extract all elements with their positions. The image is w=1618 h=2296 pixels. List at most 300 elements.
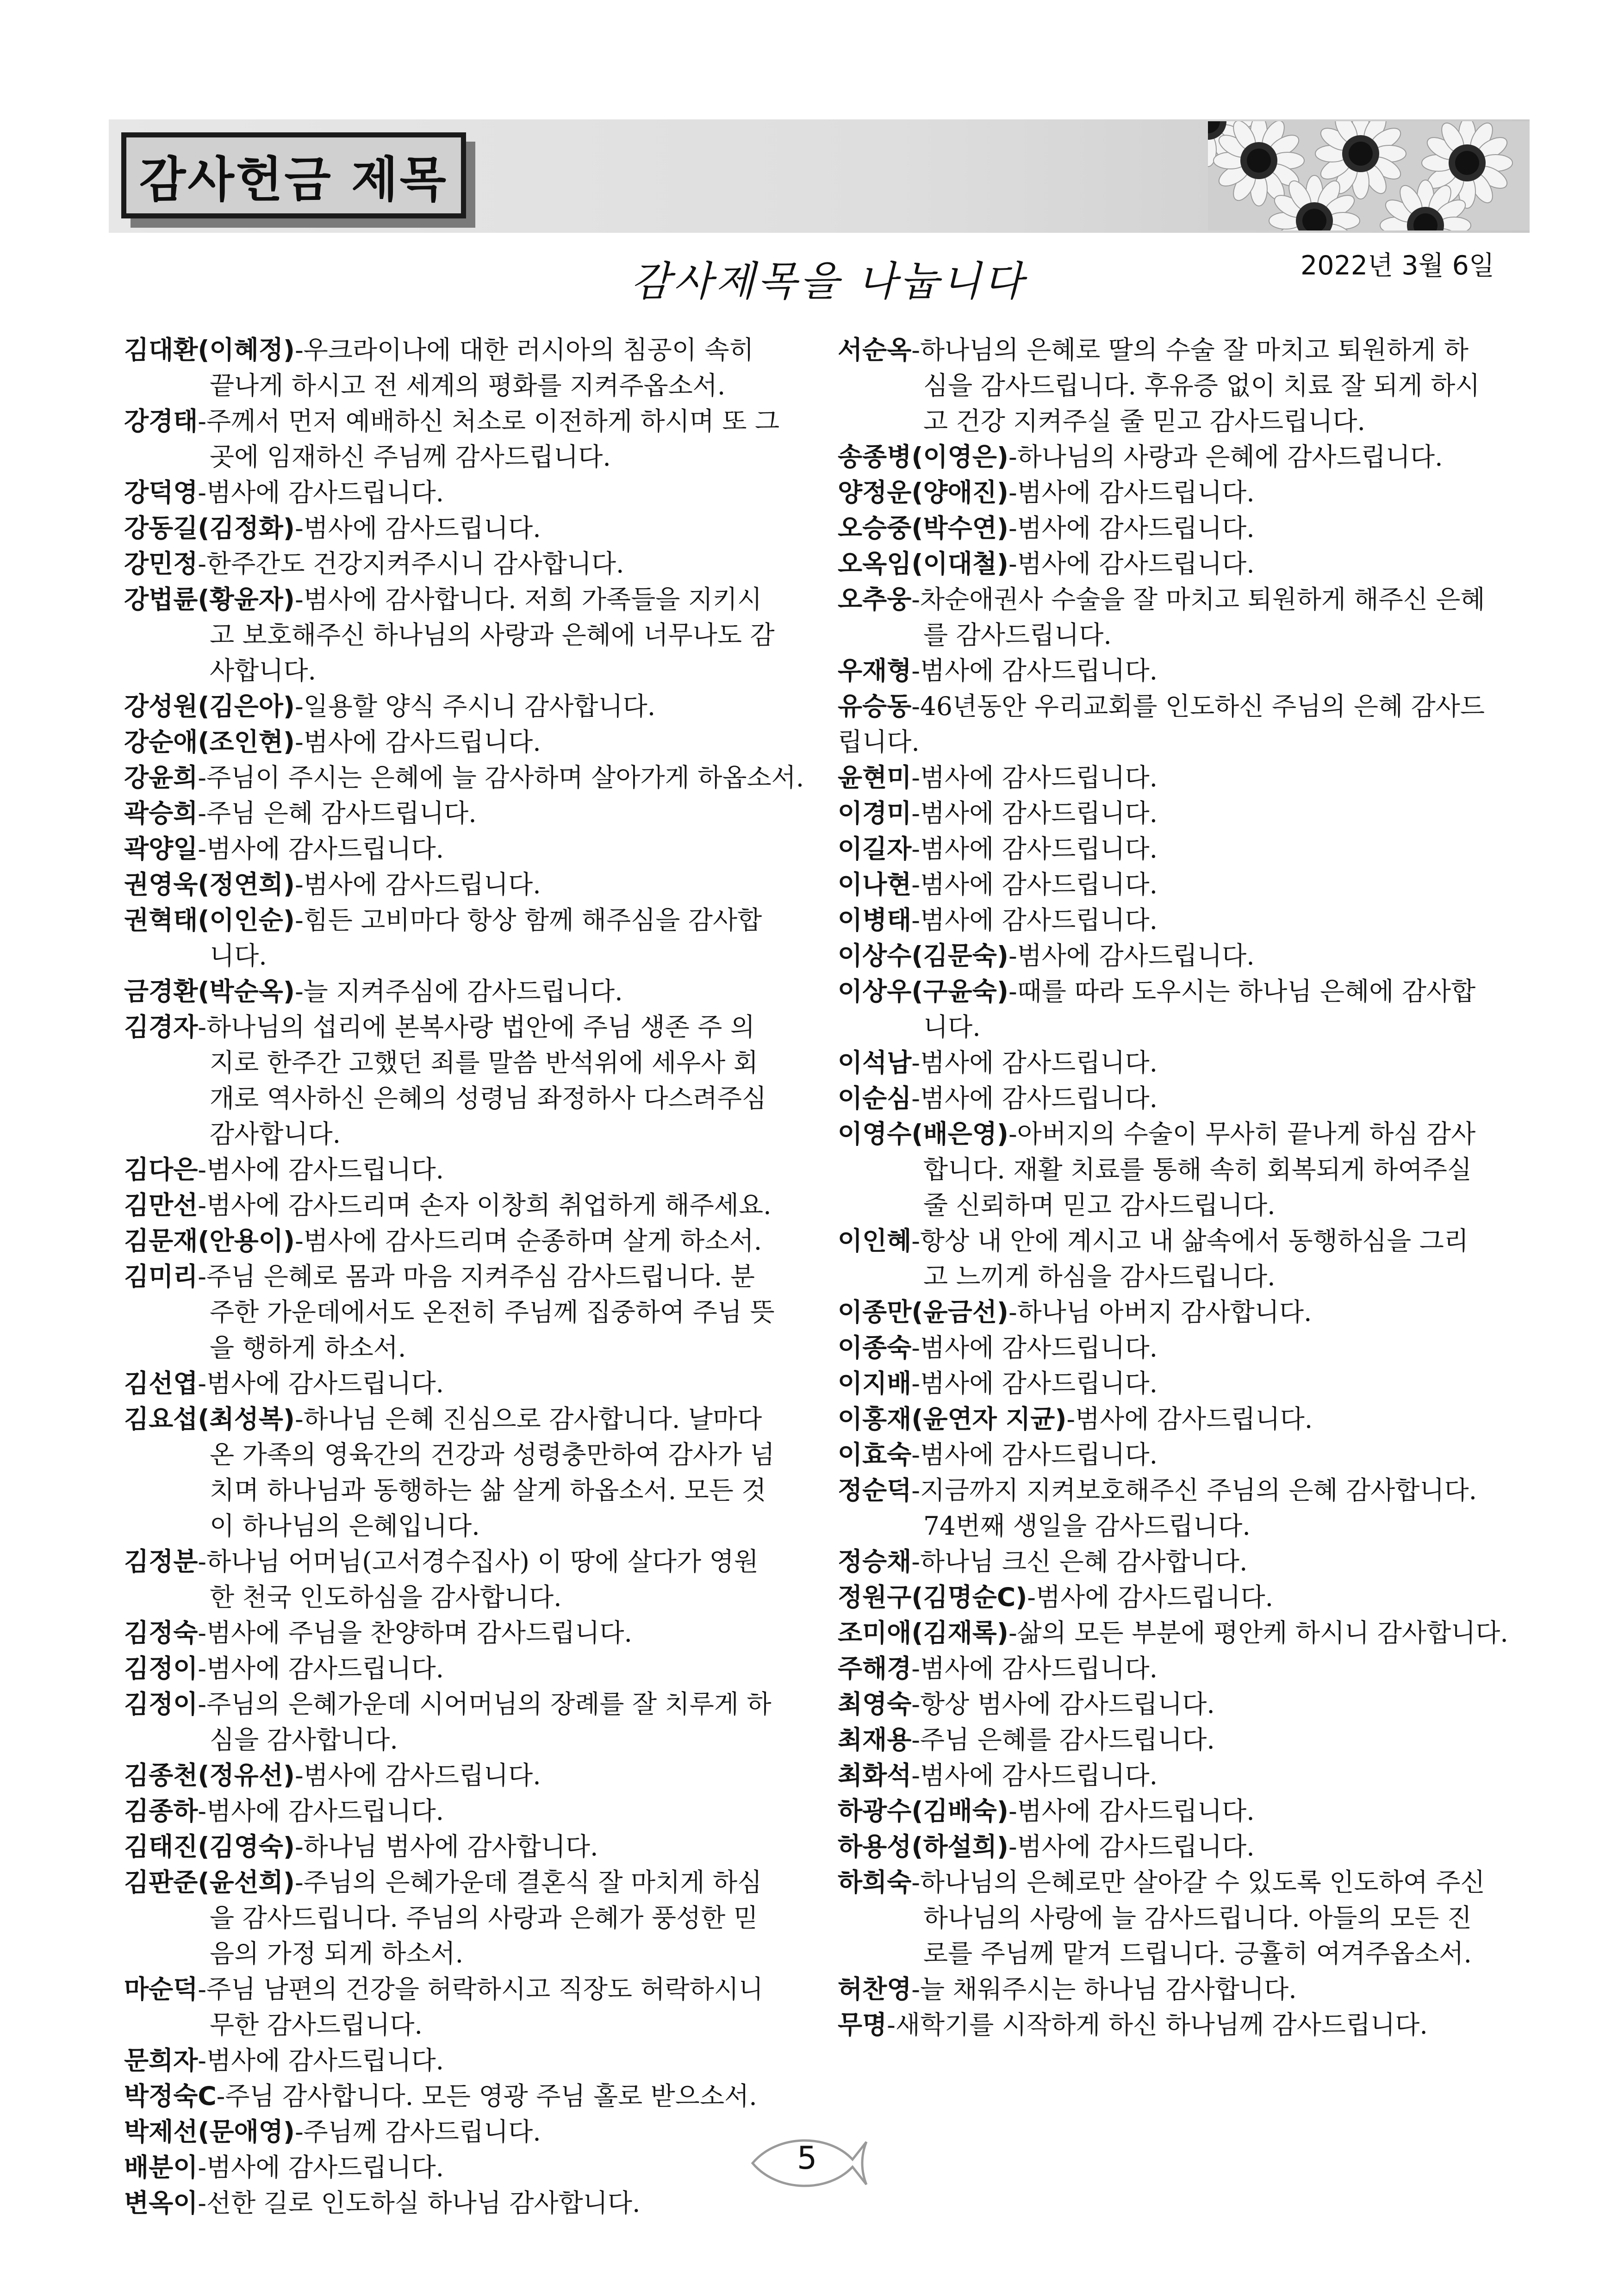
thanks-message: -우크라이나에 대한 러시아의 침공이 속히 — [295, 335, 754, 365]
thanks-message: -범사에 감사드립니다. — [1008, 941, 1255, 971]
entry-continuation-line — [838, 1188, 1513, 1223]
list-item — [838, 1081, 1513, 1116]
list-item — [124, 1544, 804, 1615]
entry-continuation-line — [124, 1936, 804, 1972]
thanks-message: -늘 지켜주심에 감사드립니다. — [295, 977, 623, 1006]
thanks-message: 을 감사드립니다. 주님의 사랑과 은혜가 풍성한 믿 — [210, 1903, 758, 1933]
entry-first-line — [124, 902, 804, 938]
list-item — [838, 439, 1513, 475]
list-item — [838, 1758, 1513, 1793]
list-item — [838, 475, 1513, 510]
donor-name: 이영수(배은영) — [838, 1119, 1009, 1149]
thanks-message: -지금까지 지켜보호해주신 주님의 은혜 감사합니다. — [911, 1475, 1477, 1505]
donor-name: 오승중(박수연) — [838, 513, 1009, 543]
donor-name: 강성원(김은아) — [124, 691, 295, 721]
thanks-message: -범사에 감사합니다. 저희 가족들을 지키시 — [295, 585, 762, 614]
donor-name: 무명 — [838, 2010, 887, 2040]
donor-name: 최재용 — [838, 1725, 912, 1755]
thanks-message: 하나님의 사랑에 늘 감사드립니다. 아들의 모든 진 — [923, 1903, 1472, 1933]
list-item — [124, 1651, 804, 1686]
list-item — [124, 582, 804, 689]
title-box — [121, 132, 466, 218]
entry-first-line — [124, 510, 804, 546]
donor-name: 김정숙 — [124, 1618, 198, 1648]
entry-first-line — [124, 1009, 804, 1045]
donor-name: 하희숙 — [838, 1867, 912, 1897]
entry-first-line — [838, 1544, 1513, 1580]
list-item — [124, 1223, 804, 1259]
thanks-message: 로를 주님께 맡겨 드립니다. 긍휼히 여겨주옵소서. — [923, 1939, 1472, 1968]
thanks-message: -범사에 감사드립니다. — [1008, 549, 1255, 579]
thanks-message: -범사에 감사드립니다. — [911, 1761, 1158, 1790]
donor-name: 주해경 — [838, 1654, 912, 1683]
entry-continuation-line — [124, 1508, 804, 1544]
donor-name: 김태진(김영숙) — [124, 1832, 295, 1861]
thanks-message: -범사에 감사드립니다. — [1066, 1404, 1313, 1434]
entry-continuation-line — [124, 653, 804, 689]
thanks-message: -주님 감사합니다. 모든 영광 주님 홀로 받으소서. — [216, 2081, 757, 2111]
entry-first-line — [838, 902, 1513, 938]
list-item — [124, 510, 804, 546]
donor-name: 양정운(양애진) — [838, 478, 1009, 507]
entry-first-line — [838, 1793, 1513, 1829]
donor-name: 최화석 — [838, 1761, 912, 1790]
thanks-message: -46년동안 우리교회를 인도하신 주님의 은혜 감사드 — [911, 691, 1485, 721]
list-item — [124, 332, 804, 404]
entry-continuation-line — [124, 1722, 804, 1758]
thanks-message: 주한 가운데에서도 온전히 주님께 집중하여 주님 뜻 — [210, 1297, 775, 1327]
thanks-message: -주님의 은혜가운데 시어머님의 장례를 잘 치루게 하 — [198, 1689, 772, 1719]
thanks-message: -범사에 감사드립니다. — [295, 1761, 541, 1790]
thanks-message: -힘든 고비마다 항상 함께 해주심을 감사합 — [295, 905, 762, 935]
entry-continuation-line — [838, 1009, 1513, 1045]
entry-first-line — [124, 1758, 804, 1793]
thanks-message: -차순애권사 수술을 잘 마치고 퇴원하게 해주신 은혜 — [911, 585, 1485, 614]
entry-first-line — [124, 867, 804, 902]
thanks-message: -범사에 감사드립니다. — [295, 870, 541, 899]
thanks-message: -주님 남편의 건강을 허락하시고 직장도 허락하시니 — [198, 1974, 764, 2004]
donor-name: 이지배 — [838, 1369, 912, 1398]
donor-name: 이인혜 — [838, 1226, 912, 1256]
thanks-message: 니다. — [210, 941, 267, 971]
entry-first-line — [124, 760, 804, 796]
donor-name: 강순애(조인현) — [124, 727, 295, 757]
donor-name: 이홍재(윤연자 지균) — [838, 1404, 1067, 1434]
thanks-message: -아버지의 수술이 무사히 끝나게 하심 감사 — [1008, 1119, 1476, 1149]
thanks-message: -범사에 감사드립니다. — [198, 1654, 444, 1683]
thanks-message: -주님 은혜를 감사드립니다. — [911, 1725, 1215, 1755]
thanks-message: -범사에 감사드립니다. — [911, 1654, 1158, 1683]
thanks-message: 고 건강 지켜주실 줄 믿고 감사드립니다. — [923, 406, 1365, 436]
entry-first-line — [124, 1686, 804, 1722]
entry-continuation-line — [838, 1900, 1513, 1936]
list-item — [124, 1188, 804, 1223]
list-item — [838, 1437, 1513, 1473]
thanks-message: 무한 감사드립니다. — [210, 2010, 423, 2040]
thanks-message: -범사에 주님을 찬양하며 감사드립니다. — [198, 1618, 632, 1648]
entry-first-line — [838, 439, 1513, 475]
entry-first-line — [124, 2114, 804, 2150]
entry-continuation-line — [124, 1081, 804, 1116]
thanks-message: -범사에 감사드립니다. — [911, 905, 1158, 935]
donor-name: 이석남 — [838, 1048, 912, 1077]
entry-first-line — [124, 689, 804, 724]
thanks-message: -범사에 감사드립니다. — [1027, 1582, 1274, 1612]
entry-first-line — [124, 1366, 804, 1401]
thanks-message: 립니다. — [838, 727, 920, 757]
entry-first-line — [838, 760, 1513, 796]
thanks-message: -주께서 먼저 예배하신 처소로 이전하게 하시며 또 그 — [198, 406, 780, 436]
thanks-message: 한 천국 인도하심을 감사합니다. — [210, 1582, 562, 1612]
list-item — [124, 831, 804, 867]
entry-continuation-line — [124, 1294, 804, 1330]
entry-first-line — [124, 724, 804, 760]
entry-first-line — [124, 332, 804, 368]
donor-name: 강민정 — [124, 549, 198, 579]
donor-name: 변옥이 — [124, 2188, 198, 2218]
donor-name: 김판준(윤선희) — [124, 1867, 295, 1897]
entry-first-line — [838, 1580, 1513, 1615]
thanks-message: 니다. — [923, 1012, 981, 1042]
thanks-message: -범사에 감사드립니다. — [1008, 1796, 1255, 1826]
entry-first-line — [838, 1686, 1513, 1722]
entry-continuation-line — [838, 368, 1513, 404]
entry-first-line — [124, 974, 804, 1009]
thanks-message: -주님이 주시는 은혜에 늘 감사하며 살아가게 하옵소서. — [198, 763, 804, 792]
donor-name: 최영숙 — [838, 1689, 912, 1719]
list-item — [124, 1615, 804, 1651]
donor-name: 우재형 — [838, 656, 912, 685]
thanks-message: 끝나게 하시고 전 세계의 평화를 지켜주옵소서. — [210, 371, 726, 400]
entry-first-line — [124, 1615, 804, 1651]
entry-first-line — [838, 475, 1513, 510]
thanks-message: -때를 따라 도우시는 하나님 은혜에 감사합 — [1008, 977, 1476, 1006]
thanks-message: -선한 길로 인도하실 하나님 감사합니다. — [198, 2188, 641, 2218]
page-title: 감사헌금 제목 — [139, 151, 448, 208]
donor-name: 김다은 — [124, 1155, 198, 1184]
donor-name: 김정이 — [124, 1689, 198, 1719]
list-item — [838, 796, 1513, 831]
entry-continuation-line — [838, 724, 1513, 760]
list-item — [124, 2185, 804, 2221]
list-item — [124, 1259, 804, 1366]
entry-first-line — [124, 1651, 804, 1686]
donor-name: 이경미 — [838, 798, 912, 828]
list-item — [838, 1330, 1513, 1366]
right-column — [838, 332, 1513, 2043]
entry-first-line — [838, 1116, 1513, 1152]
thanks-message: -범사에 감사드립니다. — [198, 478, 444, 507]
entry-first-line — [838, 1294, 1513, 1330]
entry-continuation-line — [124, 617, 804, 653]
list-item — [838, 1223, 1513, 1294]
donor-name: 박정숙C — [124, 2081, 217, 2111]
list-item — [838, 510, 1513, 546]
subtitle: 감사제목을 나눕니다 — [631, 257, 1026, 305]
entry-first-line — [838, 1972, 1513, 2007]
entry-first-line — [124, 1223, 804, 1259]
entry-first-line — [124, 1793, 804, 1829]
thanks-message: -범사에 감사드립니다. — [198, 1155, 444, 1184]
entry-first-line — [124, 1152, 804, 1188]
list-item — [124, 2078, 804, 2114]
entry-first-line — [838, 332, 1513, 368]
list-item — [838, 1829, 1513, 1865]
list-item — [124, 689, 804, 724]
list-item — [838, 582, 1513, 653]
entry-continuation-line — [838, 1508, 1513, 1544]
list-item — [838, 1865, 1513, 1972]
entry-continuation-line — [124, 1473, 804, 1508]
entry-continuation-line — [124, 1330, 804, 1366]
entry-first-line — [124, 2078, 804, 2114]
list-item — [838, 2007, 1513, 2043]
entry-first-line — [838, 1223, 1513, 1259]
thanks-message: 음의 가정 되게 하소서. — [210, 1939, 464, 1968]
thanks-message: 74번째 생일을 감사드립니다. — [923, 1511, 1251, 1541]
entry-first-line — [124, 1544, 804, 1580]
thanks-message: 감사합니다. — [210, 1119, 341, 1149]
entry-continuation-line — [838, 617, 1513, 653]
list-item — [124, 1366, 804, 1401]
donor-name: 김문재(안용이) — [124, 1226, 295, 1256]
thanks-message: 을 행하게 하소서. — [210, 1333, 406, 1363]
thanks-message: -주님의 은혜가운데 결혼식 잘 마치게 하심 — [295, 1867, 762, 1897]
thanks-message: 지로 한주간 고했던 죄를 말씀 반석위에 세우사 회 — [210, 1048, 758, 1077]
entry-continuation-line — [838, 404, 1513, 439]
donor-name: 이나현 — [838, 870, 912, 899]
list-item — [838, 332, 1513, 439]
thanks-message: -범사에 감사드립니다. — [911, 656, 1158, 685]
list-item — [838, 831, 1513, 867]
donor-name: 오옥임(이대철) — [838, 549, 1009, 579]
thanks-message: 합니다. 재활 치료를 통해 속히 회복되게 하여주실 — [923, 1155, 1472, 1184]
thanks-message: -범사에 감사드립니다. — [1008, 1832, 1255, 1861]
thanks-message: -주님께 감사드립니다. — [295, 2117, 541, 2147]
entry-continuation-line — [838, 1259, 1513, 1294]
donor-name: 송종병(이영은) — [838, 442, 1009, 472]
thanks-message: -범사에 감사드립니다. — [911, 1083, 1158, 1113]
entry-first-line — [124, 796, 804, 831]
donor-name: 김종하 — [124, 1796, 198, 1826]
entry-first-line — [124, 2150, 804, 2185]
thanks-message: 곳에 임재하신 주님께 감사드립니다. — [210, 442, 611, 472]
donor-name: 김만선 — [124, 1190, 198, 1220]
thanks-message: -삶의 모든 부분에 평안케 하시니 감사합니다. — [1008, 1618, 1508, 1648]
list-item — [838, 1651, 1513, 1686]
thanks-message: -하나님의 은혜로 딸의 수술 잘 마치고 퇴원하게 하 — [911, 335, 1469, 365]
list-item — [838, 1580, 1513, 1615]
entry-first-line — [124, 582, 804, 617]
entry-first-line — [838, 1615, 1513, 1651]
list-item — [124, 1972, 804, 2043]
entry-first-line — [838, 689, 1513, 724]
entry-first-line — [124, 1829, 804, 1865]
donor-name: 강윤희 — [124, 763, 198, 792]
entry-first-line — [124, 1259, 804, 1294]
list-item — [838, 902, 1513, 938]
entry-continuation-line — [124, 1437, 804, 1473]
list-item — [124, 1793, 804, 1829]
list-item — [124, 796, 804, 831]
list-item — [124, 902, 804, 974]
thanks-message: -범사에 감사드립니다. — [911, 834, 1158, 864]
thanks-message: -하나님 범사에 감사합니다. — [295, 1832, 598, 1861]
list-item — [124, 1829, 804, 1865]
thanks-message: -주님 은혜로 몸과 마음 지켜주심 감사드립니다. 분 — [198, 1262, 755, 1291]
thanks-message: -범사에 감사드립니다. — [911, 870, 1158, 899]
date-label: 2022년 3월 6일 — [1301, 250, 1495, 281]
donor-name: 김종천(정유선) — [124, 1761, 295, 1790]
thanks-message: -하나님 어머님(고서경수집사) 이 땅에 살다가 영원 — [198, 1547, 759, 1576]
donor-name: 금경환(박순옥) — [124, 977, 295, 1006]
donor-name: 이효숙 — [838, 1440, 912, 1469]
list-item — [124, 867, 804, 902]
thanks-message: -하나님 크신 은혜 감사합니다. — [911, 1547, 1248, 1576]
entry-continuation-line — [124, 1580, 804, 1615]
list-item — [124, 2114, 804, 2150]
thanks-message: -범사에 감사드립니다. — [198, 2153, 444, 2182]
donor-name: 이상우(구윤숙) — [838, 977, 1009, 1006]
list-item — [124, 760, 804, 796]
list-item — [124, 2150, 804, 2185]
thanks-message: -하나님의 사랑과 은혜에 감사드립니다. — [1008, 442, 1443, 472]
list-item — [124, 724, 804, 760]
donor-name: 윤현미 — [838, 763, 912, 792]
entry-first-line — [838, 1366, 1513, 1401]
list-item — [838, 867, 1513, 902]
entry-first-line — [838, 582, 1513, 617]
entry-first-line — [124, 1865, 804, 1900]
donor-name: 이상수(김문숙) — [838, 941, 1009, 971]
donor-name: 정원구(김명순C) — [838, 1582, 1027, 1612]
list-item — [124, 404, 804, 475]
donor-name: 김요섭(최성복) — [124, 1404, 295, 1434]
list-item — [124, 1401, 804, 1544]
entry-first-line — [838, 938, 1513, 974]
thanks-message: -하나님의 섭리에 본복사랑 법안에 주님 생존 주 의 — [198, 1012, 755, 1042]
donor-name: 곽양일 — [124, 834, 198, 864]
donor-name: 하용성(하설희) — [838, 1832, 1009, 1861]
list-item — [124, 974, 804, 1009]
thanks-message: -한주간도 건강지켜주시니 감사합니다. — [198, 549, 624, 579]
thanks-message: -일용할 양식 주시니 감사합니다. — [295, 691, 656, 721]
thanks-message: 고 느끼게 하심을 감사드립니다. — [923, 1262, 1276, 1291]
list-item — [838, 1972, 1513, 2007]
entry-first-line — [838, 510, 1513, 546]
entry-first-line — [124, 831, 804, 867]
donor-name: 허찬영 — [838, 1974, 912, 2004]
list-item — [838, 938, 1513, 974]
entry-first-line — [124, 404, 804, 439]
thanks-message: 이 하나님의 은혜입니다. — [210, 1511, 480, 1541]
list-item — [838, 1045, 1513, 1081]
thanks-message: -범사에 감사드립니다. — [911, 763, 1158, 792]
list-item — [838, 760, 1513, 796]
entry-first-line — [124, 1188, 804, 1223]
entry-first-line — [124, 2043, 804, 2078]
donor-name: 이병태 — [838, 905, 912, 935]
thanks-message: 온 가족의 영육간의 건강과 성령충만하여 감사가 넘 — [210, 1440, 775, 1469]
donor-name: 마순덕 — [124, 1974, 198, 2004]
list-item — [838, 1686, 1513, 1722]
thanks-message: -범사에 감사드립니다. — [911, 1369, 1158, 1398]
donor-name: 김선엽 — [124, 1369, 198, 1398]
thanks-message: -범사에 감사드리며 손자 이창희 취업하게 해주세요. — [198, 1190, 772, 1220]
list-item — [838, 1793, 1513, 1829]
donor-name: 하광수(김배숙) — [838, 1796, 1009, 1826]
entry-continuation-line — [124, 1116, 804, 1152]
thanks-message: -범사에 감사드립니다. — [198, 1369, 444, 1398]
entry-first-line — [124, 1972, 804, 2007]
entry-first-line — [838, 1437, 1513, 1473]
thanks-message: -범사에 감사드립니다. — [295, 727, 541, 757]
entry-first-line — [838, 1330, 1513, 1366]
donor-name: 정승채 — [838, 1547, 912, 1576]
entry-first-line — [838, 1081, 1513, 1116]
entry-first-line — [838, 546, 1513, 582]
thanks-message: -주님 은혜 감사드립니다. — [198, 798, 477, 828]
donor-name: 문희자 — [124, 2046, 198, 2075]
thanks-message: 줄 신뢰하며 믿고 감사드립니다. — [923, 1190, 1276, 1220]
thanks-message: -범사에 감사드리며 순종하며 살게 하소서. — [295, 1226, 762, 1256]
list-item — [124, 1758, 804, 1793]
list-item — [124, 1152, 804, 1188]
entry-first-line — [838, 831, 1513, 867]
donor-name: 권영욱(정연희) — [124, 870, 295, 899]
entry-first-line — [124, 546, 804, 582]
donor-name: 이종숙 — [838, 1333, 912, 1363]
donor-name: 김정분 — [124, 1547, 198, 1576]
thanks-message: 심을 감사합니다. — [210, 1725, 398, 1755]
left-column — [124, 332, 804, 2221]
donor-name: 강경태 — [124, 406, 198, 436]
thanks-message: -하나님의 은혜로만 살아갈 수 있도록 인도하여 주신 — [911, 1867, 1485, 1897]
thanks-message: -범사에 감사드립니다. — [1008, 513, 1255, 543]
entry-continuation-line — [124, 938, 804, 974]
list-item — [124, 1686, 804, 1758]
donor-name: 강법륜(황윤자) — [124, 585, 295, 614]
thanks-message: 심을 감사드립니다. 후유증 없이 치료 잘 되게 하시 — [923, 371, 1480, 400]
entry-first-line — [838, 1758, 1513, 1793]
donor-name: 강동길(김정화) — [124, 513, 295, 543]
list-item — [838, 1366, 1513, 1401]
entry-first-line — [838, 974, 1513, 1009]
thanks-message: -범사에 감사드립니다. — [198, 834, 444, 864]
thanks-message: -새학기를 시작하게 하신 하나님께 감사드립니다. — [887, 2010, 1428, 2040]
thanks-message: 를 감사드립니다. — [923, 620, 1112, 650]
entry-first-line — [838, 1473, 1513, 1508]
thanks-message: -하나님 아버지 감사합니다. — [1008, 1297, 1312, 1327]
list-item — [838, 1615, 1513, 1651]
entry-continuation-line — [124, 2007, 804, 2043]
list-item — [838, 1401, 1513, 1437]
thanks-message: 사합니다. — [210, 656, 317, 685]
donor-name: 김대환(이혜정) — [124, 335, 295, 365]
donor-name: 이순심 — [838, 1083, 912, 1113]
entry-first-line — [124, 475, 804, 510]
list-item — [838, 974, 1513, 1045]
list-item — [838, 1722, 1513, 1758]
entry-first-line — [838, 1045, 1513, 1081]
entry-first-line — [838, 796, 1513, 831]
list-item — [124, 475, 804, 510]
donor-name: 조미애(김재록) — [838, 1618, 1009, 1648]
entry-first-line — [838, 1829, 1513, 1865]
list-item — [838, 1116, 1513, 1223]
thanks-message: -범사에 감사드립니다. — [295, 513, 541, 543]
list-item — [838, 1294, 1513, 1330]
